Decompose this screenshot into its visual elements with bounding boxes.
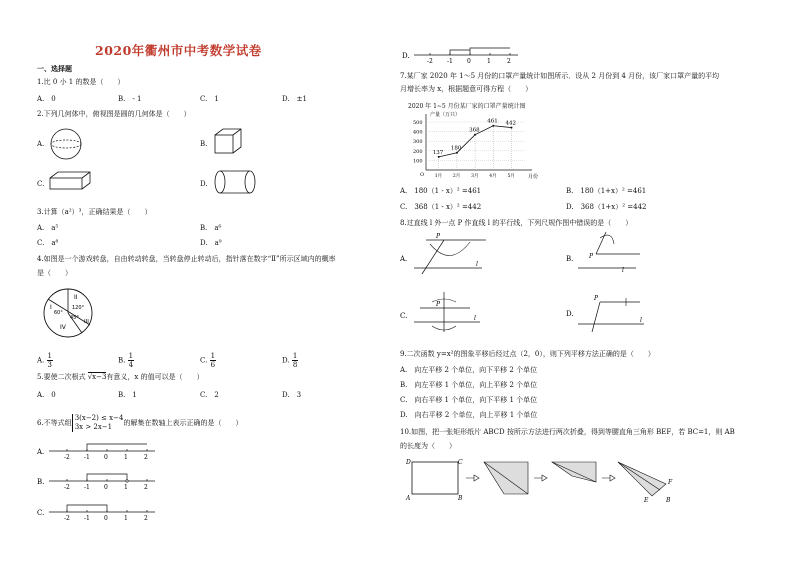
q10-folding-figure [404, 456, 684, 504]
q6-line-1-tick-label: -1 [84, 484, 90, 491]
q1-option-b[interactable]: B. - 1 [118, 95, 142, 103]
svg-text:B.: B. [37, 478, 45, 486]
q6-line-d-tick-label: -2 [427, 58, 433, 65]
region-label-iii: III [84, 319, 89, 325]
q6-line-d-tick-label: 0 [467, 58, 471, 65]
q6-line-0-tick-label: -1 [84, 454, 90, 461]
q3-option-c[interactable]: C. a⁸ [37, 239, 59, 247]
svg-text:F: F [668, 479, 673, 486]
q4-option-a[interactable]: A. $\frac{1}{3}$ [37, 352, 52, 369]
cuboid-figure [48, 171, 92, 191]
svg-text:l: l [476, 261, 478, 268]
data-label: 180 [450, 145, 462, 152]
q3-option-d[interactable]: D. a⁹ [200, 239, 222, 247]
region-label-ii: II [74, 294, 78, 301]
q7-option-a[interactable]: A. 180（1 - x）² =461 [400, 187, 482, 195]
q4-option-c[interactable]: C. $\frac{1}{6}$ [200, 352, 216, 369]
chart-title: 2020 年 1~5 月份某厂家的口罩产量统计图 [408, 103, 526, 110]
svg-text:P: P [594, 295, 599, 302]
q6-line-2-tick-label: 0 [104, 515, 108, 522]
y-tick-label: 400 [413, 129, 423, 136]
x-axis-label: 月份 [528, 174, 539, 180]
svg-text:B: B [458, 495, 463, 502]
q6-line-2-tick-label: 1 [124, 515, 128, 522]
q7-option-b[interactable]: B. 180（1+x）² =461 [566, 187, 647, 195]
svg-text:A.: A. [400, 255, 408, 263]
q8-option-d-figure[interactable] [566, 295, 644, 332]
q6-option-a-line[interactable] [36, 448, 155, 456]
q3-option-b[interactable]: B. a⁶ [200, 224, 222, 232]
sphere-figure [46, 126, 86, 162]
cylinder-figure [214, 168, 258, 196]
q7-option-c[interactable]: C. 368（1 - x）² =442 [400, 203, 482, 211]
q7-stem-cont: 月增长率为 x，根据题意可得方程（ ） [400, 85, 533, 93]
q5-option-b[interactable]: B. 1 [118, 391, 137, 399]
q10-stem: 10.如图，把一张矩形纸片 ABCD 按所示方法进行两次折叠，得到等腰直角三角形 BEF，若 BC=1，则 AB [400, 428, 735, 436]
svg-text:D: D [406, 459, 411, 466]
region-label-iv: IV [60, 324, 66, 331]
q2-option-a[interactable]: A. [37, 140, 45, 148]
q6-option-d-line[interactable] [400, 42, 520, 70]
svg-text:l: l [622, 267, 624, 274]
svg-text:B: B [666, 497, 671, 504]
x-tick-label: 4月 [489, 174, 497, 179]
q6-line-1-tick-label: 2 [144, 484, 148, 491]
q1-option-a[interactable]: A. 0 [37, 95, 56, 103]
q6-line-0-tick-label: -2 [64, 454, 70, 461]
origin-label: O [420, 172, 425, 178]
q6-line-1-tick-label: 0 [104, 484, 108, 491]
svg-text:l: l [640, 317, 642, 324]
q2-option-b[interactable]: B. [200, 140, 208, 148]
data-label: 461 [487, 118, 498, 125]
q10-stem-cont: 的长度为（ ） [400, 442, 456, 450]
data-label: 137 [432, 149, 444, 156]
q8-option-c-figure[interactable] [400, 292, 480, 332]
svg-text:l: l [474, 315, 476, 322]
q7-option-d[interactable]: D. 368（1+x）² =442 [566, 203, 647, 211]
q5-option-a[interactable]: A. 0 [37, 391, 56, 399]
q8-option-b-figure[interactable] [566, 232, 640, 274]
svg-text:C: C [458, 459, 463, 466]
svg-text:B.: B. [566, 255, 574, 263]
q6-line-d-tick-label: 2 [507, 58, 511, 65]
q5-option-c[interactable]: C. 2 [200, 391, 219, 399]
q6-stem: 6.不等式组 3(x−2) ≤ x−4 3x > 2x−1 的解集在数轴上表示正确的是（ ） [37, 414, 243, 431]
q9-stem: 9.二次函数 y=x²的图象平移后经过点（2，0），则下列平移方法正确的是（ ） [400, 350, 655, 358]
q4-option-b[interactable]: B. $\frac{1}{4}$ [118, 352, 134, 369]
svg-text:C.: C. [37, 509, 45, 517]
page-title: 2020年衢州市中考数学试卷 [95, 43, 262, 58]
q9-option-b[interactable]: B. 向左平移 1 个单位，向上平移 2 个单位 [400, 381, 538, 389]
q6-line-d-tick-label: -1 [447, 58, 453, 65]
q6-b-endpoint [126, 480, 128, 482]
section-heading: 一、选择题 [37, 64, 72, 73]
q4-option-d[interactable]: D. $\frac{1}{8}$ [282, 352, 298, 369]
q6-d-solution-2 [450, 50, 470, 55]
svg-text:P: P [436, 301, 441, 308]
svg-text:A.: A. [37, 448, 45, 456]
y-tick-label: 200 [413, 148, 423, 155]
q1-option-c[interactable]: C. 1 [200, 95, 219, 103]
y-tick-label: 100 [413, 158, 423, 165]
svg-text:P: P [436, 233, 441, 240]
q8-construction-figures [400, 228, 680, 338]
svg-text:D.: D. [402, 52, 410, 60]
q6-option-b-line[interactable] [37, 478, 155, 486]
production-line-chart [400, 112, 540, 184]
q8-option-a-figure[interactable] [399, 233, 486, 274]
angle-label-45: 45° [70, 315, 79, 321]
q3-stem: 3.计算（a²）³，正确结果是（ ） [37, 208, 152, 216]
y-axis-label: 产量（万只） [430, 112, 461, 118]
q1-stem: 1.比 0 小 1 的数是（ ） [37, 78, 125, 86]
svg-text:C.: C. [400, 312, 408, 320]
spinner-figure [38, 287, 100, 339]
q9-option-d[interactable]: D. 向右平移 2 个单位，向上平移 1 个单位 [400, 411, 538, 419]
q4-stem-cont: 是（ ） [37, 269, 72, 277]
q6-line-0-tick-label: 0 [104, 454, 108, 461]
x-tick-label: 1月 [434, 174, 443, 179]
q4-stem: 4.如图是一个游戏转盘，自由转动转盘，当转盘停止转动后，指针落在数字“Ⅱ”所示区域内的概率 [37, 255, 336, 263]
region-label-i: I [50, 304, 52, 311]
q1-option-d[interactable]: D. ±1 [282, 95, 307, 103]
svg-text:A: A [406, 495, 411, 502]
svg-text:P: P [589, 253, 594, 260]
q9-option-c[interactable]: C. 向右平移 1 个单位，向下平移 1 个单位 [400, 396, 538, 404]
y-tick-label: 300 [413, 139, 423, 146]
q6-line-d-tick-label: 1 [487, 58, 491, 65]
q6-line-0-tick-label: 1 [124, 454, 128, 461]
q6-a-solution [87, 444, 147, 451]
q9-option-a[interactable]: A. 向左平移 2 个单位，向下平移 2 个单位 [400, 366, 538, 374]
q6-line-1-tick-label: 1 [124, 484, 128, 491]
q2-option-d[interactable]: D. [200, 180, 208, 188]
angle-label-60: 60° [54, 310, 63, 316]
x-tick-label: 5月 [507, 174, 515, 179]
q6-line-2-tick-label: 2 [144, 515, 148, 522]
q6-number-lines [37, 440, 157, 530]
svg-text:E: E [644, 497, 649, 504]
x-tick-label: 2月 [452, 174, 461, 179]
q6-line-2-tick-label: -2 [64, 515, 70, 522]
y-tick-label: 500 [413, 120, 423, 126]
q7-stem: 7.某厂家 2020 年 1～5 月份的口罩产量统计如图所示．设从 2 月份到 4 月份，该厂家口罩产量的平均 [400, 72, 720, 80]
q6-option-c-line[interactable] [37, 509, 155, 517]
q5-stem: 5.要使二次根式 √x−3有意义，x 的值可以是（ ） [37, 373, 204, 381]
q3-option-a[interactable]: A. a⁵ [37, 224, 59, 232]
x-tick-label: 3月 [471, 174, 479, 179]
q6-line-2-tick-label: -1 [84, 515, 90, 522]
data-label: 368 [469, 127, 480, 134]
q2-stem: 2.下列几何体中，俯视图是圆的几何体是（ ） [37, 110, 191, 118]
svg-text:D.: D. [566, 310, 574, 318]
q8-stem: 8.过直线 l 外一点 P 作直线 l 的平行线，下列尺规作图中错误的是（ ） [400, 219, 633, 227]
q6-line-1-tick-label: -2 [64, 484, 70, 491]
angle-label-120: 120° [72, 305, 85, 311]
q2-option-c[interactable]: C. [37, 180, 45, 188]
data-label: 442 [505, 120, 516, 127]
q6-line-0-tick-label: 2 [144, 454, 148, 461]
q5-option-d[interactable]: D. 3 [282, 391, 302, 399]
cube-figure [213, 127, 243, 157]
